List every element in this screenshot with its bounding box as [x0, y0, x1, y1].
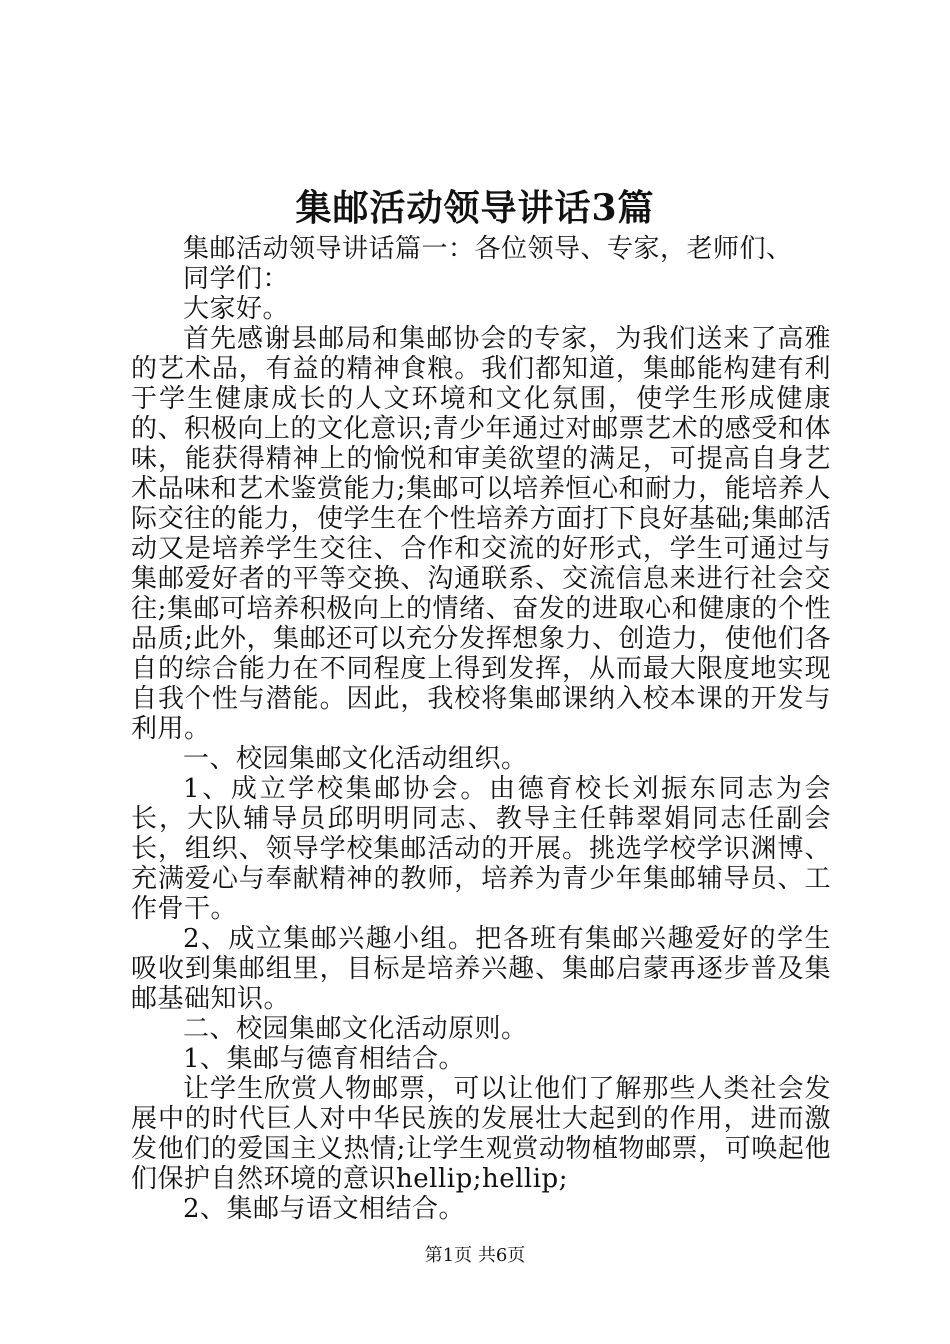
- paragraph: 集邮活动领导讲话篇一：各位领导、专家，老师们、: [183, 234, 793, 264]
- paragraph: 二、校园集邮文化活动原则。: [183, 1014, 528, 1044]
- document-title: 集邮活动领导讲话3篇: [295, 187, 655, 229]
- paragraph: 大家好。: [183, 294, 290, 324]
- paragraph: 2、集邮与语文相结合。: [183, 1194, 466, 1224]
- paragraph: 1、成立学校集邮协会。由德育校长刘振东同志为会长，大队辅导员邱明明同志、教导主任韩翠娟同志任副会长，组织、领导学校集邮活动的开展。挑选学校学识渊博、充满爱心与奉献精神的教师，培养为青少年集邮辅导员、工作骨干。: [131, 774, 831, 924]
- paragraph: 让学生欣赏人物邮票，可以让他们了解那些人类社会发展中的时代巨人对中华民族的发展壮大起到的作用，进而激发他们的爱国主义热情;让学生观赏动物植物邮票，可唤起他们保护自然环境的意识hellip;hellip;: [131, 1074, 831, 1194]
- paragraph: 1、集邮与德育相结合。: [183, 1044, 466, 1074]
- document-body: [131, 234, 831, 1224]
- paragraph: 首先感谢县邮局和集邮协会的专家，为我们送来了高雅的艺术品，有益的精神食粮。我们都知道，集邮能构建有利于学生健康成长的人文环境和文化氛围，使学生形成健康的、积极向上的文化意识;青少年通过对邮票艺术的感受和体味，能获得精神上的愉悦和审美欲望的满足，可提高自身艺术品味和艺术鉴赏能力;集邮可以培养恒心和耐力，能培养人际交往的能力，使学生在个性培养方面打下良好基础;集邮活动又是培养学生交往、合作和交流的好形式，学生可通过与集邮爱好者的平等交换、沟通联系、交流信息来进行社会交往;集邮可培养积极向上的情绪、奋发的进取心和健康的个性品质;此外，集邮还可以充分发挥想象力、创造力，使他们各自的综合能力在不同程度上得到发挥，从而最大限度地实现自我个性与潜能。因此，我校将集邮课纳入校本课的开发与利用。: [131, 324, 831, 744]
- page-footer: 第1页 共6页: [424, 1245, 526, 1266]
- paragraph: 一、校园集邮文化活动组织。: [183, 744, 528, 774]
- paragraph: 同学们：: [183, 264, 290, 294]
- paragraph: 2、成立集邮兴趣小组。把各班有集邮兴趣爱好的学生吸收到集邮组里，目标是培养兴趣、集邮启蒙再逐步普及集邮基础知识。: [131, 924, 831, 1014]
